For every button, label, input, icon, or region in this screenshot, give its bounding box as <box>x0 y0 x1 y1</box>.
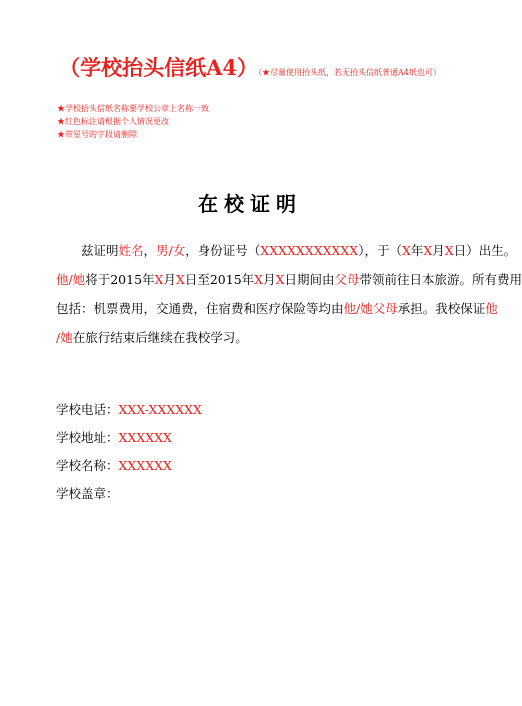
school-seal-row <box>56 480 202 508</box>
text: ），于（ <box>358 243 402 258</box>
body-line-4 <box>56 323 448 352</box>
start-day-field: X <box>175 272 185 287</box>
text: 日）出生。 <box>453 243 517 258</box>
id-number-field: XXXXXXXXXXX <box>260 243 359 258</box>
end-day-field: X <box>275 272 285 287</box>
text: 包括：机票费用，交通费，住宿费和医疗保险等均由 <box>56 301 344 316</box>
text: ， <box>143 243 157 258</box>
text: 月 <box>163 272 176 287</box>
guardian-field: 父母 <box>334 272 360 287</box>
document-title: 在校证明 <box>198 192 302 216</box>
text: 年 <box>410 243 424 258</box>
school-phone-label: 学校电话： <box>56 402 119 417</box>
school-seal-label: 学校盖章： <box>56 486 119 501</box>
birth-year-field: X <box>401 243 411 258</box>
text: 日期间由 <box>284 272 335 287</box>
school-info <box>56 396 202 508</box>
school-phone-row <box>56 396 202 424</box>
start-month-field: X <box>154 272 164 287</box>
end-month-field: X <box>254 272 264 287</box>
school-name-label: 学校名称： <box>56 458 119 473</box>
instruction-note: ★带星号的字段请删除 <box>57 130 137 139</box>
letterhead-note: （★尽量使用抬头纸，若无抬头信纸普通A4纸也可） <box>258 68 441 77</box>
pronoun-field: 他/她 <box>56 272 86 287</box>
body-line-1 <box>56 236 517 265</box>
text: 承担。我校保证 <box>397 301 486 316</box>
birth-month-field: X <box>423 243 433 258</box>
body-line-3 <box>56 294 498 323</box>
text: 带领前往日本旅游。所有费用 <box>359 272 522 287</box>
text: 将于2015年 <box>85 272 155 287</box>
instruction-notes <box>57 102 209 141</box>
letterhead-header <box>0 52 500 82</box>
text: 日至2015年 <box>184 272 255 287</box>
school-name-value: XXXXXX <box>118 458 172 473</box>
payer-field: 他/她父母 <box>343 301 398 316</box>
text: 在旅行结束后继续在我校学习。 <box>72 330 248 345</box>
text: ，身份证号（ <box>185 243 261 258</box>
gender-field: 男/女 <box>156 243 186 258</box>
pronoun-field: /她 <box>56 330 73 345</box>
certificate-body <box>56 236 522 352</box>
pronoun-field: 他 <box>485 301 498 316</box>
instruction-note: ★学校抬头信纸名称要学校公章上名称一致 <box>57 104 209 113</box>
instruction-note: ★红色标注请根据个人情况更改 <box>57 117 169 126</box>
school-address-label: 学校地址： <box>56 430 119 445</box>
body-line-2 <box>56 265 522 294</box>
text: 月 <box>263 272 276 287</box>
birth-day-field: X <box>444 243 454 258</box>
letterhead-title: （学校抬头信纸A4） <box>59 55 259 80</box>
school-address-value: XXXXXX <box>118 430 172 445</box>
school-phone-value: XXX-XXXXXX <box>118 402 202 417</box>
school-address-row <box>56 424 202 452</box>
name-field: 姓名 <box>118 243 144 258</box>
school-name-row <box>56 452 202 480</box>
text: 月 <box>432 243 445 258</box>
text: 兹证明 <box>81 243 119 258</box>
